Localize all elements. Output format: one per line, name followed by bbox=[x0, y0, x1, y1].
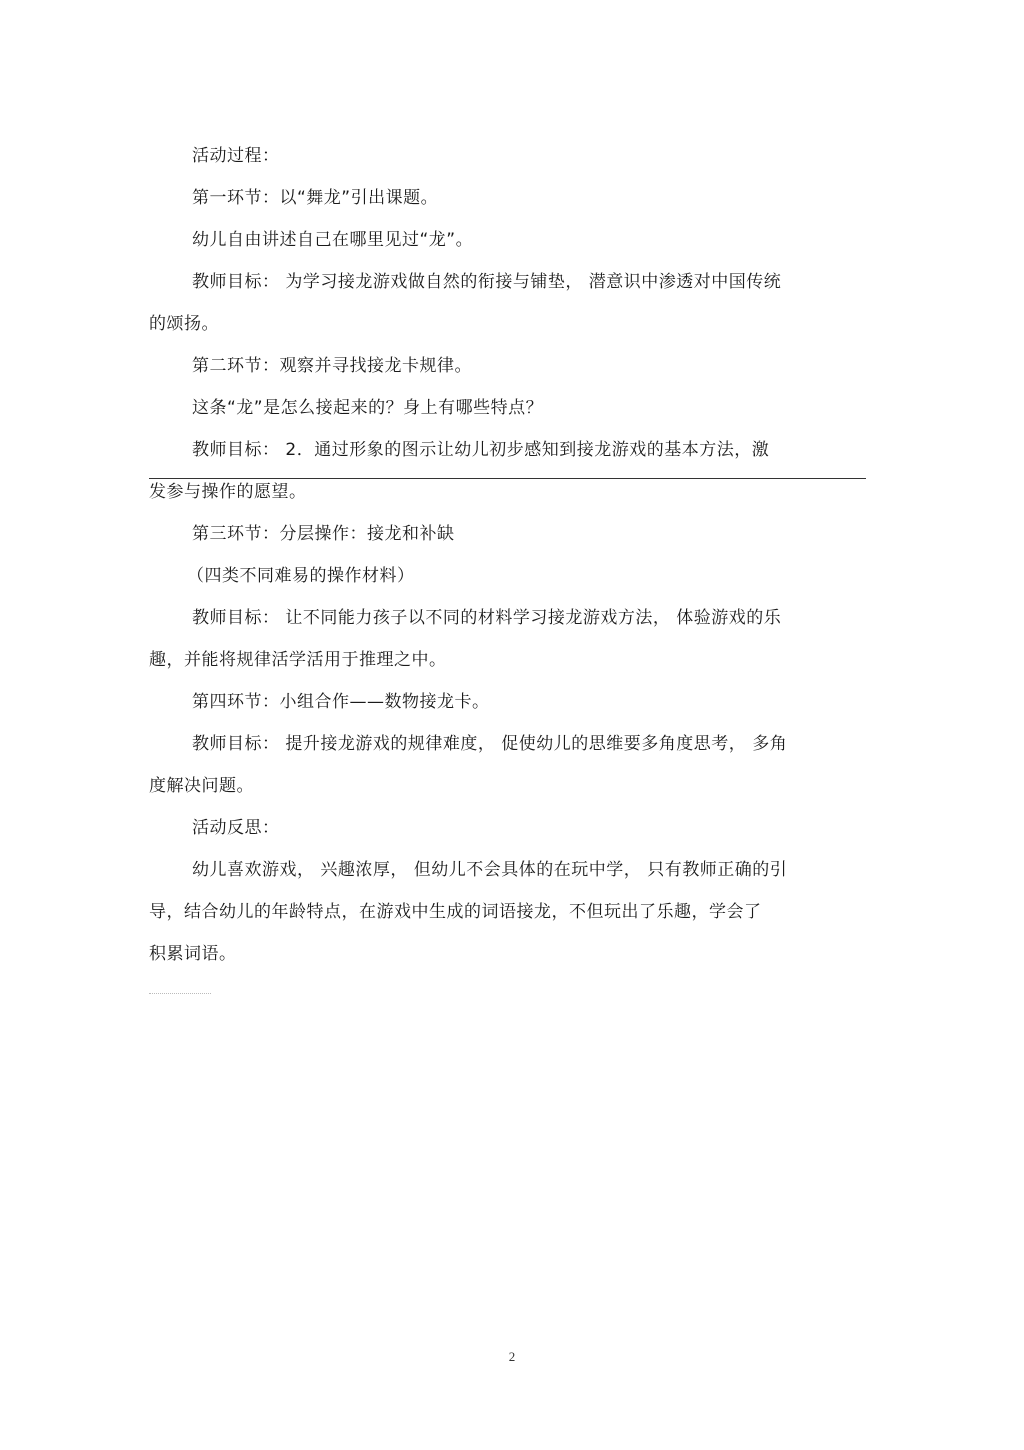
step-four-goal: 教师目标： 提升接龙游戏的规律难度， 促使幼儿的思维要多角度思考， 多角 bbox=[192, 734, 788, 754]
page-number: 2 bbox=[508, 1349, 516, 1364]
reflection-text-2: 导，结合幼儿的年龄特点，在游戏中生成的词语接龙，不但玩出了乐趣，学会了 bbox=[149, 902, 762, 922]
section-heading-reflection: 活动反思： bbox=[192, 818, 280, 838]
step-one-goal: 教师目标： 为学习接龙游戏做自然的衔接与铺垫， 潜意识中渗透对中国传统 bbox=[192, 272, 782, 292]
step-two-goal-cont: 发参与操作的愿望。 bbox=[149, 482, 307, 502]
reflection-text-3: 积累词语。 bbox=[149, 944, 237, 964]
section-heading-process: 活动过程： bbox=[192, 146, 280, 166]
footnote-separator bbox=[149, 993, 211, 994]
step-two-question: 这条“龙”是怎么接起来的？身上有哪些特点？ bbox=[192, 398, 544, 418]
step-four-goal-cont: 度解决问题。 bbox=[149, 776, 254, 796]
step-two-title: 第二环节：观察并寻找接龙卡规律。 bbox=[192, 356, 472, 376]
step-three-goal: 教师目标： 让不同能力孩子以不同的材料学习接龙游戏方法， 体验游戏的乐 bbox=[192, 608, 782, 628]
step-three-goal-cont: 趣，并能将规律活学活用于推理之中。 bbox=[149, 650, 447, 670]
reflection-text-1: 幼儿喜欢游戏， 兴趣浓厚， 但幼儿不会具体的在玩中学， 只有教师正确的引 bbox=[192, 860, 788, 880]
step-three-materials: （四类不同难易的操作材料） bbox=[187, 566, 415, 586]
step-four-title: 第四环节：小组合作——数物接龙卡。 bbox=[192, 692, 490, 712]
step-one-goal-cont: 的颂扬。 bbox=[149, 314, 219, 334]
horizontal-rule bbox=[149, 478, 866, 479]
step-one-title: 第一环节：以“舞龙”引出课题。 bbox=[192, 188, 439, 208]
step-three-title: 第三环节：分层操作：接龙和补缺 bbox=[192, 524, 455, 544]
step-one-text: 幼儿自由讲述自己在哪里见过“龙”。 bbox=[192, 230, 474, 250]
step-two-goal: 教师目标： 2．通过形象的图示让幼儿初步感知到接龙游戏的基本方法，激 bbox=[192, 440, 770, 460]
